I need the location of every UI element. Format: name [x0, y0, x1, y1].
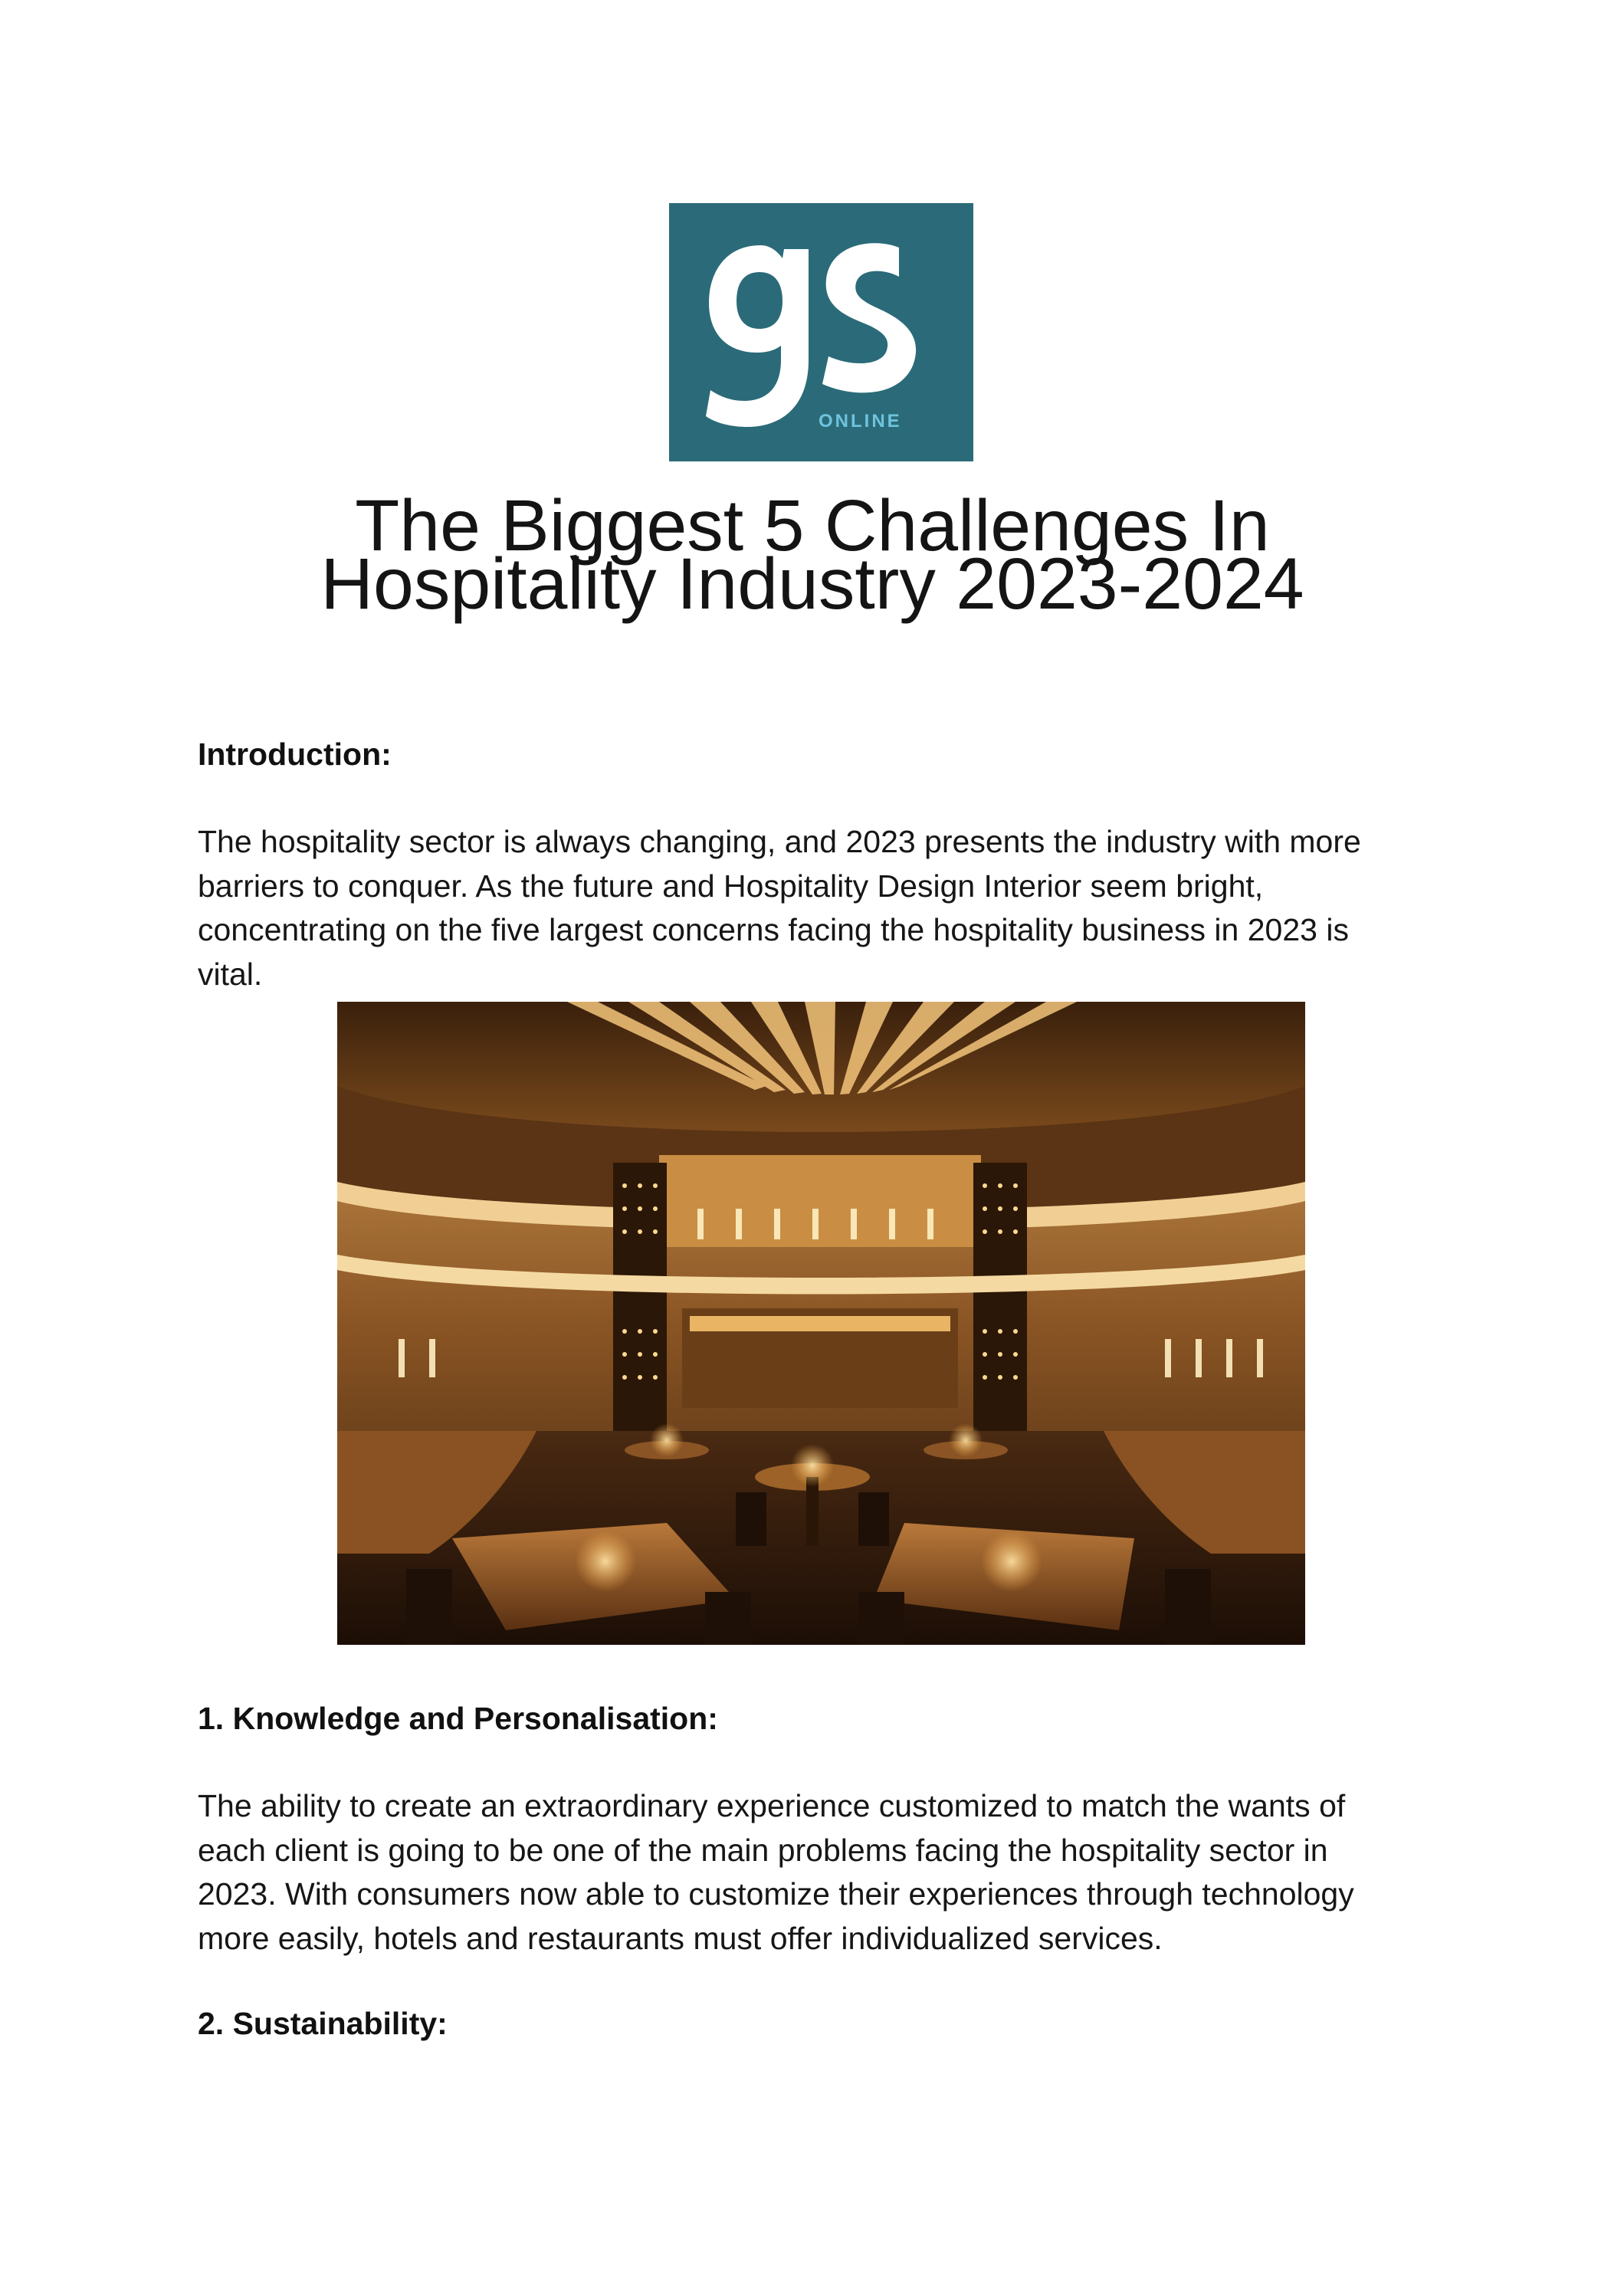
- section-1-paragraph: [198, 1784, 1455, 1961]
- gs-online-logo: [669, 203, 973, 461]
- intro-heading: Introduction:: [198, 737, 392, 772]
- title-line-1: The Biggest 5 Challenges In: [355, 485, 1270, 566]
- intro-line: concentrating on the five largest concerns facing the hospitality business in 2023 is: [198, 912, 1349, 947]
- intro-line: The hospitality sector is always changing, and 2023 presents the industry with more: [198, 824, 1361, 859]
- section-1-line: more easily, hotels and restaurants must offer individualized services.: [198, 1920, 1163, 1956]
- section-1-heading: 1. Knowledge and Personalisation:: [198, 1701, 718, 1736]
- logo-tag: ONLINE: [819, 411, 902, 432]
- page-title: [199, 485, 1426, 625]
- section-1-line: 2023. With consumers now able to customize their experiences through technology: [198, 1876, 1354, 1912]
- restaurant-interior-image: [337, 1002, 1305, 1645]
- section-2-heading: 2. Sustainability:: [198, 2006, 448, 2041]
- title-line-2: Hospitality Industry 2023-2024: [320, 543, 1304, 625]
- intro-paragraph: [198, 820, 1455, 996]
- intro-line: barriers to conquer. As the future and Hospitality Design Interior seem bright,: [198, 868, 1264, 904]
- gs-logo-mark: [669, 203, 973, 461]
- section-1-line: The ability to create an extraordinary experience customized to match the wants of: [198, 1788, 1346, 1823]
- intro-line: vital.: [198, 956, 263, 992]
- section-1-line: each client is going to be one of the main problems facing the hospitality sector in: [198, 1832, 1328, 1868]
